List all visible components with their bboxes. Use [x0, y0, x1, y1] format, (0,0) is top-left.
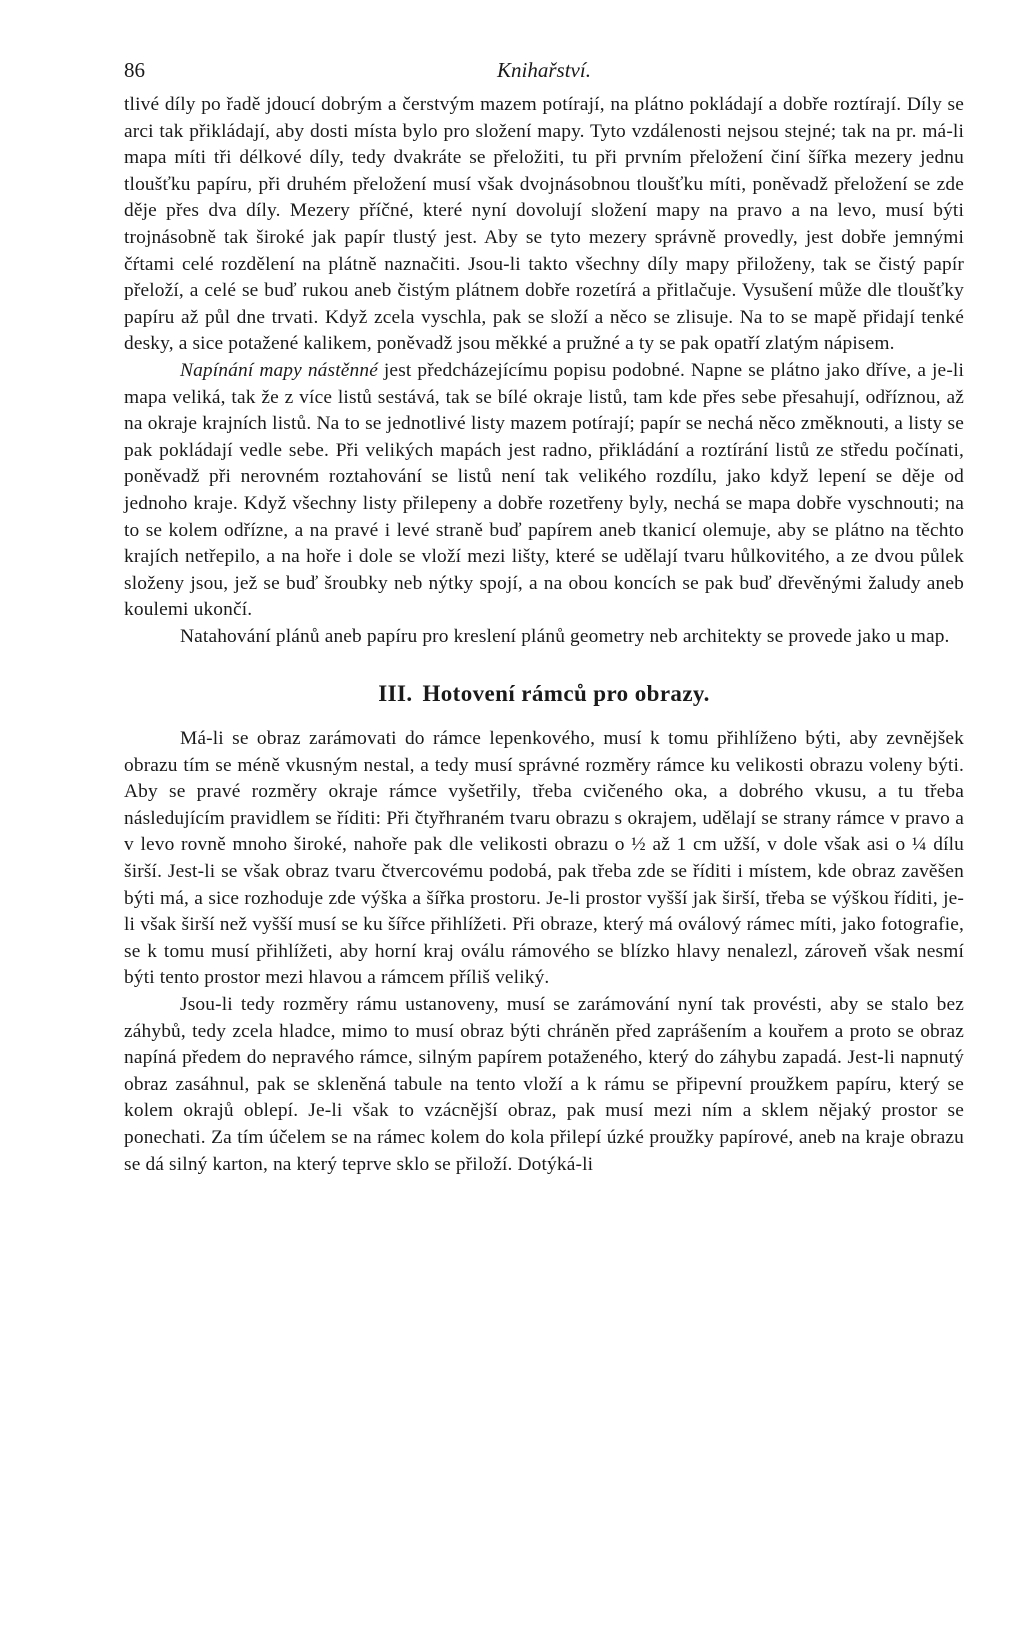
running-head [124, 48, 964, 92]
paragraph-plans: Natahování plánů aneb papíru pro kreslení plánů geometry neb architekty se provede jako u map. [180, 625, 950, 647]
section-heading [124, 681, 964, 708]
paragraph-frame-dimensions: Má-li se obraz zarámovati do rámce lepenkového, musí k tomu přihlíženo býti, aby zevnějšek obrazu tím se méně vkusným nestal, a tedy musí správné rozměry rámce ku velikosti obrazu voleny býti. Aby se pravé rozměry okraje rámce vyšetřily, třeba cvičeného oka, a dobrého vkusu, a tu třeba následujícím pravidlem se říditi: Při čtyřhraném tvaru obrazu s okrajem, udělají se strany rámce v pravo a v levo rovně mnoho široké, nahoře pak dle velikosti obrazu o ½ až 1 cm užší, v dole však asi o ¼ dílu širší. Jest-li se však obraz tvaru čtvercovému podobá, pak třeba zde se říditi i místem, kde obraz zavěšen býti má, a sice rozhoduje zde výška a šířka prostoru. Je-li prostor vyšší jak širší, třeba se výškou říditi, je-li však širší než vyšší musí se ku šířce přihlížeti. Při obraze, který má oválový rámec míti, jako fotografie, se k tomu musí přihlížeti, aby horní kraj oválu rámového se blízko hlavy nenalezl, zároveň však nesmí býti tento prostor mezi hlavou a rámcem příliš veliký. [124, 728, 964, 989]
section-title: Hotovení rámců pro obrazy. [422, 681, 710, 707]
paragraph-lead-italic: Napínání mapy nástěnné [180, 359, 378, 381]
body-text [124, 92, 964, 1178]
paragraph-map-gluing: tlivé díly po řadě jdoucí dobrým a čerstvým mazem potírají, na plátno pokládají a dobře roztírají. Díly se arci tak přikládají, aby dosti místa bylo pro složení mapy. Tyto vzdálenosti nejsou stejné; tak na pr. má-li mapa míti tři délkové díly, tedy dvakráte se přeložiti, tu při prvním přeložení činí šířka mezery jednu tloušťku papíru, při druhém přeložení musí však dvojnásobnou tloušťku míti, poněvadž přeložení se zde děje přes dva díly. Mezery příčné, které nyní dovolují složení mapy na pravo a na levo, musí býti trojnásobně tak široké jak papír tlustý jest. Aby se tyto mezery správně provedly, jest dobře jemnými čŕtami celé rozdělení na plátně naznačiti. Jsou-li takto všechny díly mapy přiloženy, tak se čistý papír přeloží, a celé se buď rukou aneb čistým plátnem dobře rozetírá a přitlačuje. Vysušení může dle tloušťky papíru až půl dne trvati. Když zcela vyschla, pak se složí a něco se zlisuje. Na to se mapě přidají tenké desky, a sice potažené kalikem, poněvadž jsou měkké a pružné a ty se pak opatří zlatým nápisem. [124, 94, 964, 355]
page-number: 86 [124, 58, 145, 82]
paragraph-wall-map [124, 358, 964, 624]
paragraph-framing-procedure: Jsou-li tedy rozměry rámu ustanoveny, musí se zarámování nyní tak provésti, aby se stalo bez záhybů, tedy zcela hladce, mimo to musí obraz býti chráněn před zaprášením a kouřem a proto se obraz napíná předem do nepravého rámce, silným papírem potaženého, který do záhybu zapadá. Jest-li napnutý obraz zasáhnul, pak se skleněná tabule na tento vloží a k rámu se připevní proužkem papíru, který se kolem okrajů oblepí. Je-li však to vzácnější obraz, pak musí mezi ním a sklem nějaký prostor se ponechati. Za tím účelem se na rámec kolem do kola přilepí úzké proužky papírové, aneb na kraje obrazu se dá silný karton, na který teprve sklo se přiloží. Dotýká-li [124, 994, 964, 1175]
section-number: III. [378, 681, 413, 707]
book-page [124, 48, 964, 1178]
running-title: Knihařství. [497, 58, 591, 82]
paragraph-wall-map-text: jest předcházejícímu popisu podobné. Napne se plátno jako dříve, a je-li mapa veliká, tak že z více listů sestává, tak se bílé okraje listů, tam kde přes sebe přesahují, odříznou, až na okraje krajních listů. Na to se jednotlivé listy mazem potírají; papír se nechá něco změknouti, a listy se pak pokládají vedle sebe. Při velikých mapách jest radno, přikládání a roztírání listů ze středu počínati, poněvadž při nerovném roztahování se listů není tak velikého rozdílu, jako když lepení se děje od jednoho kraje. Když všechny listy přilepeny a dobře rozetřeny byly, nechá se mapa dobře vyschnouti; na to se kolem odřízne, a na pravé i levé straně buď papírem aneb tkanicí olemuje, aby se plátno na těchto krajích netřepilo, a na hoře i dole se vloží mezi lišty, které se udělají tvaru hůlkovitého, a ze dvou půlek složeny jsou, jež se buď šroubky neb nýtky spojí, a na obou koncích se pak buď dřevěnými žaludy aneb koulemi ukončí. [124, 359, 964, 621]
